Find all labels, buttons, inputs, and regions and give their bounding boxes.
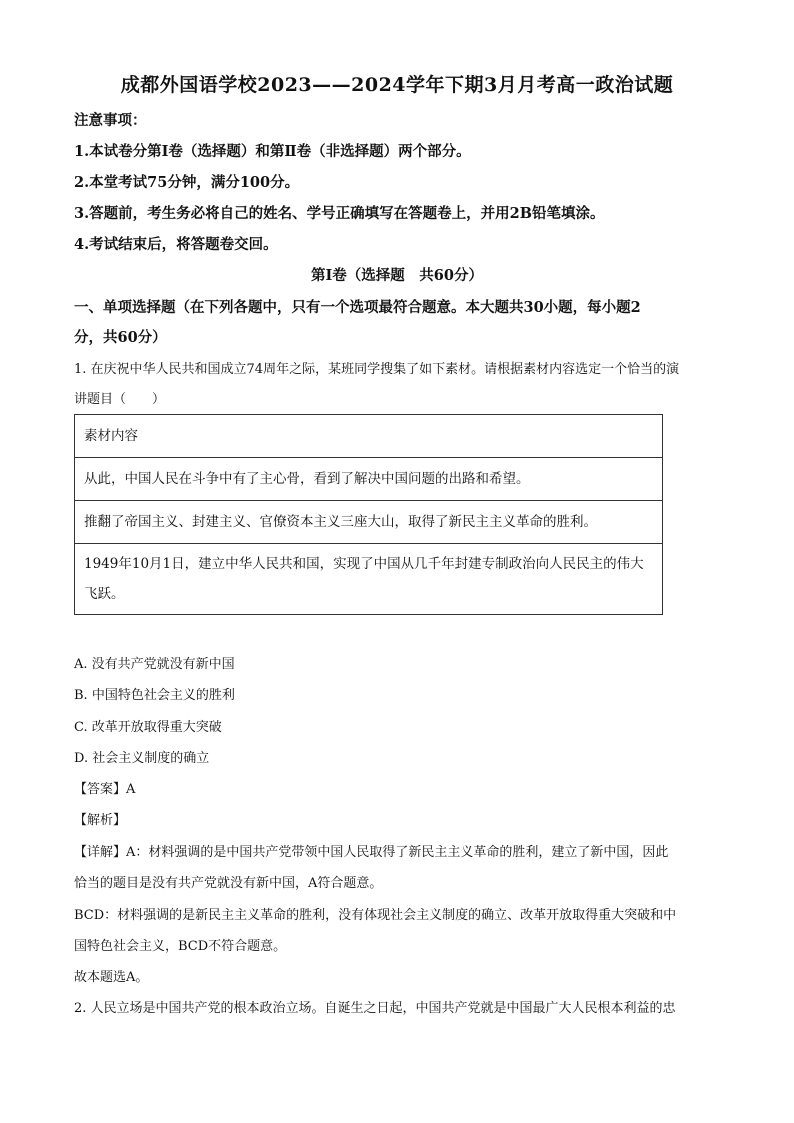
- answer-tag: 【答案】: [74, 782, 127, 797]
- detail-line-3: BCD：材料强调的是新民主主义革命的胜利，没有体现社会主义制度的确立、改革开放取得重大突破和中: [74, 908, 677, 923]
- detail-line-4: 国特色社会主义，BCD不符合题意。: [74, 939, 287, 954]
- q2-stem-line-1: 2. 人民立场是中国共产党的根本政治立场。自诞生之日起，中国共产党就是中国最广大人民根本利益的忠: [74, 1001, 676, 1016]
- q1-option-b: B. 中国特色社会主义的胜利: [74, 688, 235, 703]
- notice-item-2: 2.本堂考试75分钟，满分100分。: [74, 174, 300, 191]
- analysis-tag: 【解析】: [74, 813, 127, 828]
- q1-option-a: A. 没有共产党就没有新中国: [74, 657, 235, 672]
- table-row: [75, 458, 663, 501]
- q1-option-d: D. 社会主义制度的确立: [74, 751, 210, 766]
- section-instruction-line-2: 分，共60分）: [74, 329, 167, 346]
- table-cell: 从此，中国人民在斗争中有了主心骨，看到了解决中国问题的出路和希望。: [75, 458, 663, 501]
- answer-line: [74, 778, 135, 797]
- section-instruction-line-1: 一、单项选择题（在下列各题中，只有一个选项最符合题意。本大题共30小题，每小题2: [74, 299, 641, 316]
- exam-title: 成都外国语学校2023——2024学年下期3月月考高一政治试题: [120, 74, 674, 96]
- conclusion-line: 故本题选A。: [74, 970, 149, 985]
- detail-tag: 【详解】: [74, 845, 127, 860]
- table-row: [75, 544, 663, 615]
- q1-option-c: C. 改革开放取得重大突破: [74, 720, 222, 735]
- detail-line-2: 恰当的题目是没有共产党就没有新中国，A符合题意。: [74, 876, 383, 891]
- answer-value: A: [126, 782, 136, 797]
- detail-text: A：材料强调的是中国共产党带领中国人民取得了新民主主义革命的胜利，建立了新中国，因此: [126, 845, 669, 860]
- material-table: [74, 414, 663, 615]
- notice-heading: 注意事项：: [74, 112, 147, 129]
- table-cell: 推翻了帝国主义、封建主义、官僚资本主义三座大山，取得了新民主主义革命的胜利。: [75, 501, 663, 544]
- table-row: [75, 415, 663, 458]
- notice-item-4: 4.考试结束后，将答题卷交回。: [74, 236, 278, 253]
- table-row: [75, 501, 663, 544]
- notice-item-1: 1.本试卷分第Ⅰ卷（选择题）和第Ⅱ卷（非选择题）两个部分。: [74, 143, 471, 160]
- table-cell: 1949年10月1日，建立中华人民共和国，实现了中国从几千年封建专制政治向人民民主的伟大飞跃。: [75, 544, 663, 615]
- detail-line-1: [74, 841, 668, 860]
- q1-stem-line-2: 讲题目（ ）: [74, 392, 166, 407]
- section-title: 第Ⅰ卷（选择题 共60分）: [311, 267, 483, 284]
- notice-item-3: 3.答题前，考生务必将自己的姓名、学号正确填写在答题卷上，并用2B铅笔填涂。: [74, 205, 605, 222]
- q1-stem-line-1: 1. 在庆祝中华人民共和国成立74周年之际，某班同学搜集了如下素材。请根据素材内容选定一个恰当的演: [74, 362, 680, 377]
- table-header-cell: 素材内容: [75, 415, 663, 458]
